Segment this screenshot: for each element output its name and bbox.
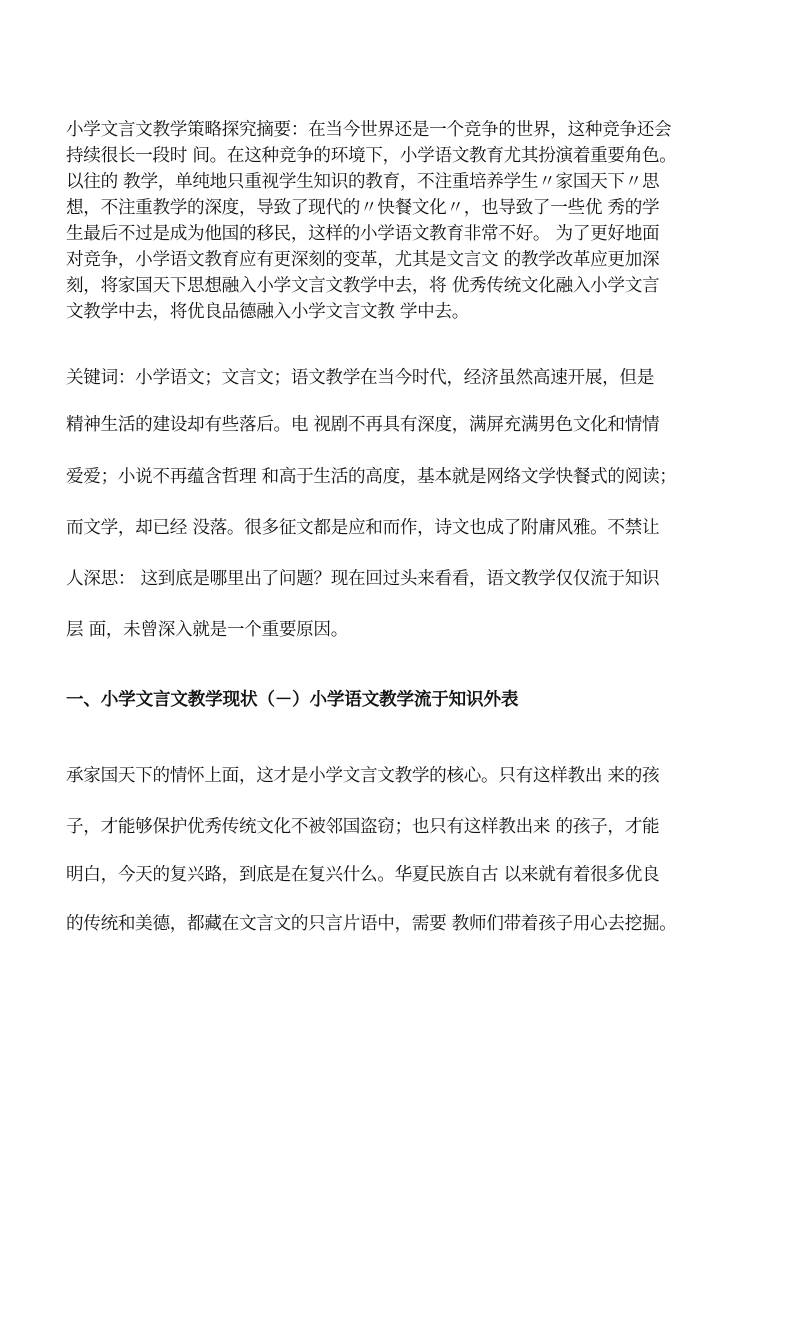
body-line: 子，才能够保护优秀传统文化不被邻国盗窃；也只有这样教出来 的孩子，才能 bbox=[66, 817, 660, 837]
abstract-line: 文教学中去，将优良品德融入小学文言文教 学中去。 bbox=[66, 302, 470, 322]
keywords-line: 精神生活的建设却有些落后。电 视剧不再具有深度，满屏充满男色文化和情情 bbox=[66, 415, 660, 435]
body-line: 明白，今天的复兴路，到底是在复兴什么。华夏民族自古 以来就有着很多优良 bbox=[66, 865, 660, 885]
keywords-line: 而文学，却已经 没落。很多征文都是应和而作，诗文也成了附庸风雅。不禁让 bbox=[66, 518, 660, 538]
abstract-line: 想，不注重教学的深度，导致了现代的〃快餐文化〃，也导致了一些优 秀的学 bbox=[66, 198, 660, 218]
abstract-line: 对竞争，小学语文教育应有更深刻的变革，尤其是文言文 的教学改革应更加深 bbox=[66, 250, 660, 270]
abstract-line: 生最后不过是成为他国的移民，这样的小学语文教育非常不好。 为了更好地面 bbox=[66, 224, 660, 244]
abstract-line: 持续很长一段时 间。在这种竞争的环境下，小学语文教育尤其扮演着重要角色。 bbox=[66, 146, 677, 166]
body-line: 的传统和美德，都藏在文言文的只言片语中，需要 教师们带着孩子用心去挖掘。 bbox=[66, 914, 677, 934]
keywords-line: 层 面，未曾深入就是一个重要原因。 bbox=[66, 620, 348, 640]
section-heading: 一、小学文言文教学现状（－）小学语文教学流于知识外表 bbox=[66, 690, 519, 710]
keywords-line: 关键词：小学语文；文言文；语文教学在当今时代，经济虽然高速开展，但是 bbox=[66, 368, 654, 388]
abstract-line: 以往的 教学，单纯地只重视学生知识的教育，不注重培养学生〃家国天下〃思 bbox=[66, 172, 660, 192]
keywords-line: 爱爱；小说不再蕴含哲理 和高于生活的高度，基本就是网络文学快餐式的阅读； bbox=[66, 467, 677, 487]
body-line: 承家国天下的情怀上面，这才是小学文言文教学的核心。只有这样教出 来的孩 bbox=[66, 766, 660, 786]
abstract-line: 小学文言文教学策略探究摘要：在当今世界还是一个竞争的世界，这种竞争还会 bbox=[66, 120, 672, 140]
keywords-line: 人深思： 这到底是哪里出了问题？现在回过头来看看，语文教学仅仅流于知识 bbox=[66, 569, 660, 589]
abstract-line: 刻，将家国天下思想融入小学文言文教学中去，将 优秀传统文化融入小学文言 bbox=[66, 276, 660, 296]
